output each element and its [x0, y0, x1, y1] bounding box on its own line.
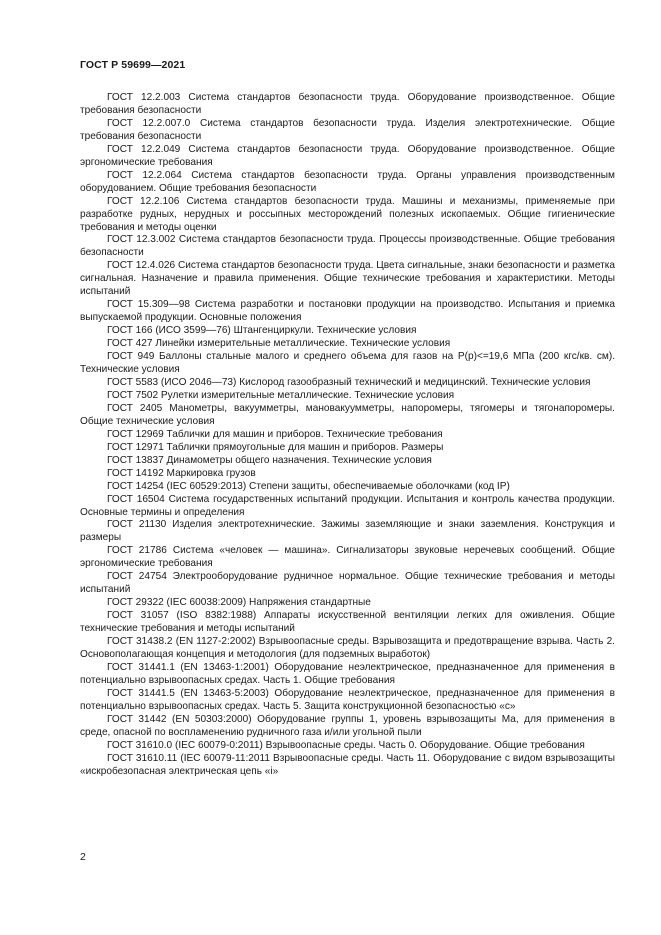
reference-item: ГОСТ 12.2.007.0 Система стандартов безопасности труда. Изделия электротехнические. Общие требования безопасности	[80, 117, 615, 142]
page-number: 2	[80, 851, 86, 863]
reference-item: ГОСТ 2405 Манометры, вакуумметры, мановакуумметры, напоромеры, тягомеры и тягонапоромеры. Общие технические условия	[80, 402, 615, 427]
reference-item: ГОСТ 12969 Таблички для машин и приборов. Технические требования	[107, 428, 443, 440]
reference-item: ГОСТ 5583 (ИСО 2046—73) Кислород газообразный технический и медицинский. Технические условия	[107, 376, 591, 388]
reference-item: ГОСТ 24754 Электрооборудование рудничное нормальное. Общие технические требования и методы испытаний	[80, 571, 615, 596]
reference-item: ГОСТ 12.3.002 Система стандартов безопасности труда. Процессы производственные. Общие требования безопасности	[80, 234, 615, 259]
reference-item: ГОСТ 12.2.106 Система стандартов безопасности труда. Машины и механизмы, применяемые при разработке рудных, нерудных и россыпных месторождений полезных ископаемых. Общие гигиенические требования и методы оценки	[80, 195, 615, 233]
reference-item: ГОСТ 31441.1 (EN 13463-1:2001) Оборудование неэлектрическое, предназначенное для применения в потенциально взрывоопасных средах. Часть 1. Общие требования	[80, 661, 615, 686]
document-header: ГОСТ Р 59699—2021	[80, 59, 186, 71]
reference-item: ГОСТ 31610.0 (IEC 60079-0:2011) Взрывоопасные среды. Часть 0. Оборудование. Общие требования	[107, 739, 585, 751]
reference-item: ГОСТ 427 Линейки измерительные металлические. Технические условия	[107, 338, 451, 350]
reference-item: ГОСТ 14192 Маркировка грузов	[107, 467, 256, 479]
reference-item: ГОСТ 31438.2 (EN 1127-2:2002) Взрывоопасные среды. Взрывозащита и предотвращение взрыва. Часть 2. Основополагающая концепция и методология (для подземных выработок)	[80, 636, 615, 660]
reference-item: ГОСТ 31442 (EN 50303:2000) Оборудование группы 1, уровень взрывозащиты Ма, для применения в среде, опасной по воспламенению рудничного газа и/или угольной пыли	[80, 713, 615, 738]
reference-item: ГОСТ 166 (ИСО 3599—76) Штангенциркули. Технические условия	[107, 325, 417, 337]
reference-item: ГОСТ 21786 Система «человек — машина». Сигнализаторы звуковые неречевых сообщений. Общие эргономические требования	[80, 545, 615, 570]
reference-item: ГОСТ 7502 Рулетки измерительные металлические. Технические условия	[107, 389, 455, 401]
reference-item: ГОСТ 31610.11 (IEC 60079-11:2011 Взрывоопасные среды. Часть 11. Оборудование с видом взрывозащиты «искробезопасная электрическая цепь «i»	[80, 752, 615, 777]
reference-item: ГОСТ 21130 Изделия электротехнические. Зажимы заземляющие и знаки заземления. Конструкция и размеры	[80, 519, 615, 544]
reference-item: ГОСТ 12.2.049 Система стандартов безопасности труда. Оборудование производственное. Общие эргономические требования	[80, 143, 615, 168]
reference-item: ГОСТ 15.309—98 Система разработки и постановки продукции на производство. Испытания и приемка выпускаемой продукции. Основные положения	[80, 299, 615, 324]
reference-item: ГОСТ 12.2.064 Система стандартов безопасности труда. Органы управления производственным оборудованием. Общие требования безопасности	[80, 169, 615, 194]
reference-item: ГОСТ 31441.5 (EN 13463-5:2003) Оборудование неэлектрическое, предназначенное для применения в потенциально взрывоопасных средах. Часть 5. Защита конструкционной безопасностью «с»	[80, 687, 615, 712]
reference-item: ГОСТ 31057 (ISO 8382:1988) Аппараты искусственной вентиляции легких для оживления. Общие технические требования и методы испытаний	[80, 610, 615, 635]
reference-item: ГОСТ 12.4.026 Система стандартов безопасности труда. Цвета сигнальные, знаки безопасности и разметка сигнальная. Назначение и правила применения. Общие технические требования и характеристики. Методы испытаний	[80, 260, 615, 298]
normative-references-list	[80, 92, 615, 779]
reference-item: ГОСТ 12971 Таблички прямоугольные для машин и приборов. Размеры	[107, 441, 444, 453]
reference-item: ГОСТ 14254 (IEC 60529:2013) Степени защиты, обеспечиваемые оболочками (код IP)	[107, 480, 510, 492]
reference-item: ГОСТ 16504 Система государственных испытаний продукции. Испытания и контроль качества продукции. Основные термины и определения	[80, 493, 615, 518]
reference-item: ГОСТ 29322 (IEC 60038:2009) Напряжения стандартные	[107, 597, 371, 609]
reference-item: ГОСТ 13837 Динамометры общего назначения. Технические условия	[107, 454, 432, 466]
reference-item: ГОСТ 12.2.003 Система стандартов безопасности труда. Оборудование производственное. Общие требования безопасности	[80, 92, 615, 116]
reference-item: ГОСТ 949 Баллоны стальные малого и среднего объема для газов на P(p)<=19,6 МПа (200 кгс/кв. см). Технические условия	[80, 351, 615, 376]
